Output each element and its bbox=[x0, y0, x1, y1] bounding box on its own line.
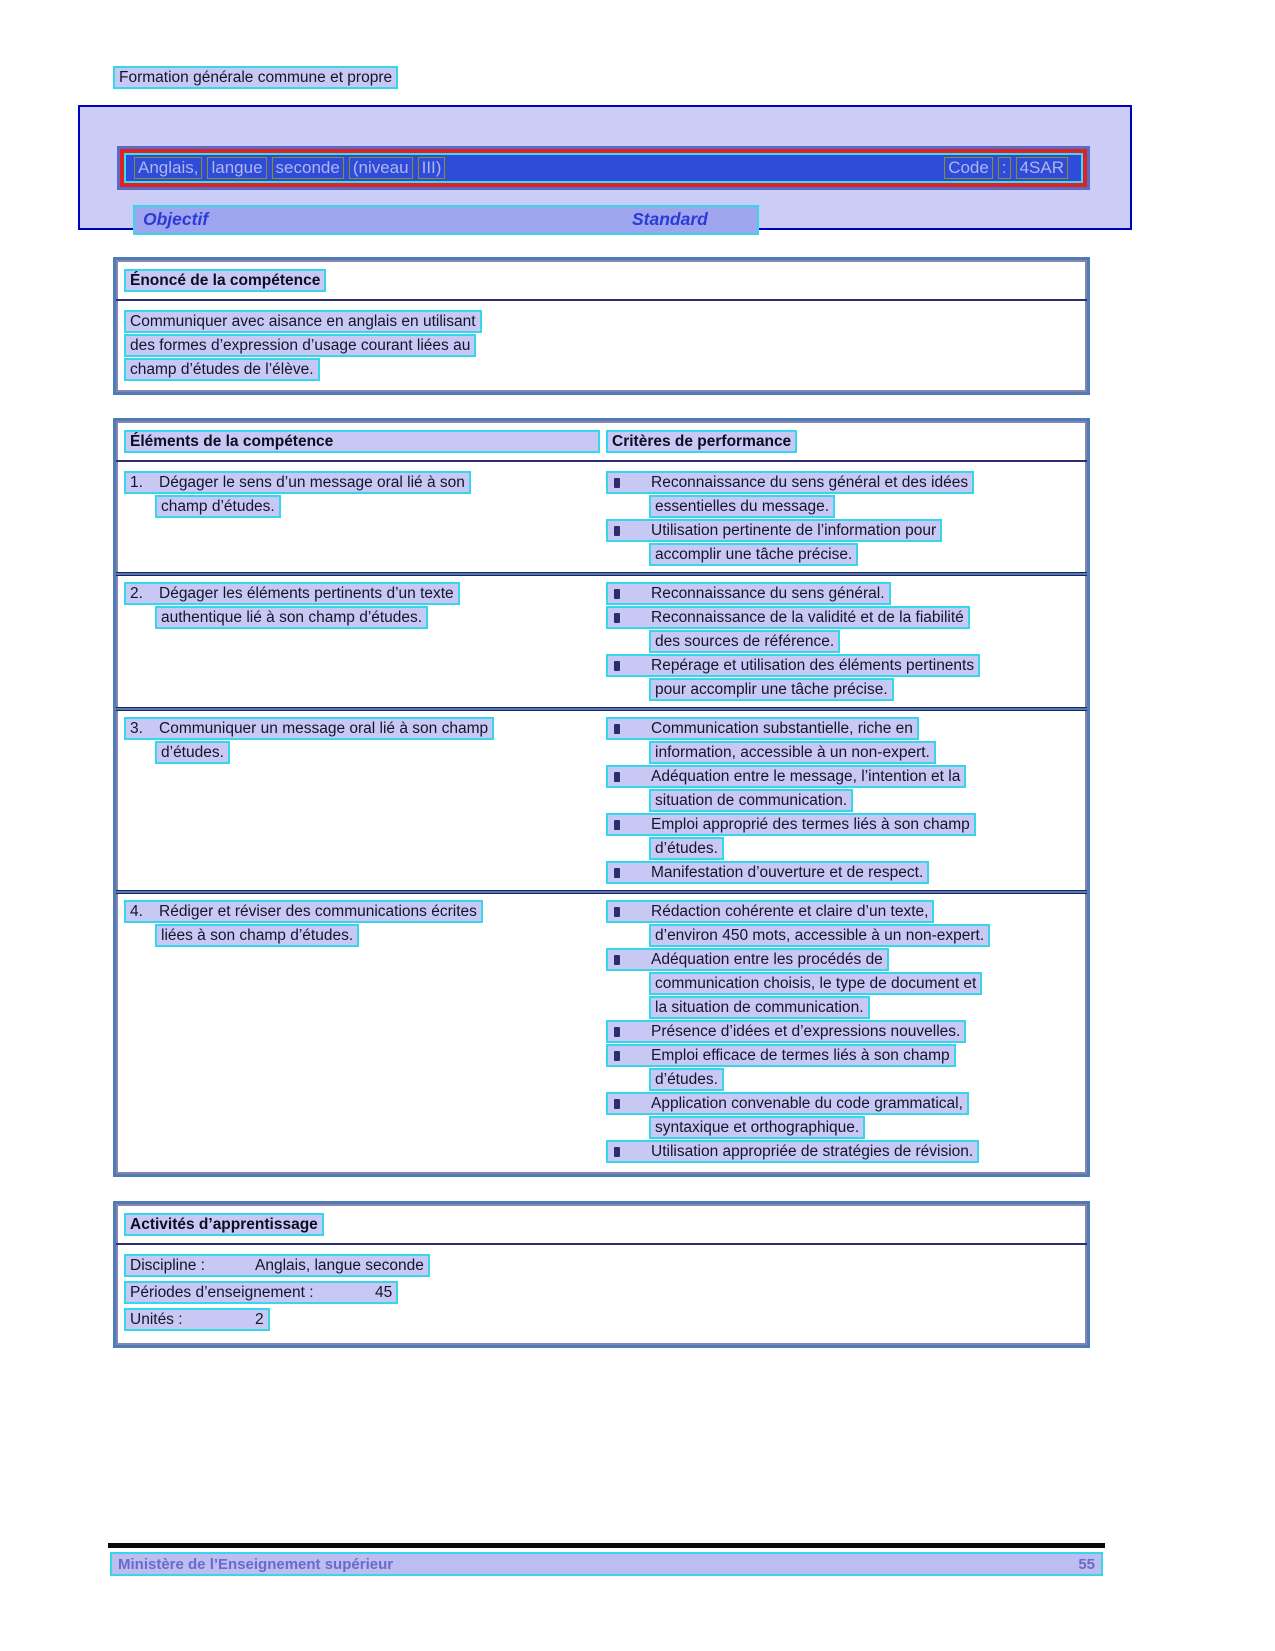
standard-label: Standard bbox=[632, 209, 708, 229]
table-row bbox=[124, 717, 1079, 885]
course-title-inner bbox=[124, 153, 1083, 183]
criterion-text: d’environ 450 mots, accessible à un non-expert. bbox=[649, 924, 990, 947]
course-title-word: III) bbox=[418, 157, 446, 179]
course-code-word: Code bbox=[944, 157, 993, 179]
criterion-text: syntaxique et orthographique. bbox=[649, 1116, 865, 1139]
bullet-icon bbox=[614, 526, 620, 536]
criterion-text: d’études. bbox=[649, 1068, 724, 1091]
table-row bbox=[124, 471, 1079, 567]
elements-header: Éléments de la compétence bbox=[124, 430, 600, 453]
bullet-icon bbox=[614, 478, 620, 488]
criterion: Adéquation entre les procédés de bbox=[606, 948, 889, 971]
criteres-header: Critères de performance bbox=[606, 430, 797, 453]
enonce-section bbox=[113, 257, 1090, 395]
section-divider bbox=[116, 1243, 1087, 1245]
criterion: Reconnaissance du sens général et des idées bbox=[606, 471, 974, 494]
bullet-icon bbox=[614, 1051, 620, 1061]
footer-ministry: Ministère de l’Enseignement supérieur bbox=[118, 1555, 394, 1573]
element-text: d’études. bbox=[155, 741, 230, 764]
bullet-icon bbox=[614, 613, 620, 623]
element-text: 3. Communiquer un message oral lié à son champ bbox=[124, 717, 494, 740]
element-text: 2. Dégager les éléments pertinents d’un texte bbox=[124, 582, 460, 605]
criterion: Emploi efficace de termes liés à son champ bbox=[606, 1044, 956, 1067]
criterion: Emploi approprié des termes liés à son champ bbox=[606, 813, 976, 836]
footer-rule bbox=[108, 1543, 1105, 1548]
criterion-text: accomplir une tâche précise. bbox=[649, 543, 858, 566]
section-divider bbox=[116, 299, 1087, 301]
competence-table bbox=[113, 418, 1090, 1177]
course-code-word: : bbox=[998, 157, 1011, 179]
criterion: Reconnaissance du sens général. bbox=[606, 582, 891, 605]
element-text: liées à son champ d’études. bbox=[155, 924, 359, 947]
footer-bar bbox=[110, 1552, 1103, 1576]
section-divider bbox=[116, 460, 1087, 462]
activites-section bbox=[113, 1201, 1090, 1348]
criteria-cell bbox=[606, 471, 1079, 567]
criteria-cell bbox=[606, 582, 1079, 702]
criterion-text: d’études. bbox=[649, 837, 724, 860]
criterion: Reconnaissance de la validité et de la fiabilité bbox=[606, 606, 970, 629]
element-text: 4. Rédiger et réviser des communications écrites bbox=[124, 900, 483, 923]
enonce-line bbox=[124, 310, 1079, 333]
course-code-word: 4SAR bbox=[1016, 157, 1068, 179]
criterion-text: des sources de référence. bbox=[649, 630, 840, 653]
elements-header-cell bbox=[124, 430, 606, 453]
course-title-red-frame bbox=[120, 149, 1087, 187]
activites-header-row bbox=[124, 1213, 1079, 1236]
bullet-icon bbox=[614, 724, 620, 734]
bullet-icon bbox=[614, 955, 620, 965]
table-header-row bbox=[124, 430, 1079, 453]
enonce-header-row bbox=[124, 269, 1079, 292]
running-header bbox=[113, 66, 398, 89]
element-cell bbox=[124, 900, 606, 1164]
bullet-icon bbox=[614, 1027, 620, 1037]
course-header-box bbox=[78, 105, 1132, 230]
criterion: Communication substantielle, riche en bbox=[606, 717, 919, 740]
criterion: Rédaction cohérente et claire d’un texte, bbox=[606, 900, 934, 923]
criteria-cell bbox=[606, 717, 1079, 885]
criterion: Utilisation appropriée de stratégies de révision. bbox=[606, 1140, 979, 1163]
bullet-icon bbox=[614, 1147, 620, 1157]
objectif-standard-strip bbox=[133, 205, 759, 235]
criterion-text: communication choisis, le type de document et bbox=[649, 972, 982, 995]
element-text: authentique lié à son champ d’études. bbox=[155, 606, 428, 629]
criterion-text: information, accessible à un non-expert. bbox=[649, 741, 936, 764]
criterion: Repérage et utilisation des éléments pertinents bbox=[606, 654, 980, 677]
row-divider bbox=[116, 707, 1087, 711]
table-row bbox=[124, 582, 1079, 702]
bullet-icon bbox=[614, 907, 620, 917]
enonce-text: Communiquer avec aisance en anglais en utilisant bbox=[124, 310, 482, 333]
course-title-word: Anglais, bbox=[134, 157, 202, 179]
enonce-line bbox=[124, 334, 1079, 357]
activites-periodes: Périodes d’enseignement : 45 bbox=[124, 1281, 398, 1304]
criterion: Adéquation entre le message, l’intention et la bbox=[606, 765, 966, 788]
element-cell bbox=[124, 582, 606, 702]
enonce-text: des formes d’expression d’usage courant liées au bbox=[124, 334, 476, 357]
enonce-section-title: Énoncé de la compétence bbox=[124, 269, 326, 292]
bullet-icon bbox=[614, 1099, 620, 1109]
course-title-word: seconde bbox=[272, 157, 344, 179]
table-row bbox=[124, 900, 1079, 1164]
criterion-text: essentielles du message. bbox=[649, 495, 835, 518]
footer-page-number: 55 bbox=[1078, 1555, 1095, 1573]
criterion-text: pour accomplir une tâche précise. bbox=[649, 678, 894, 701]
activites-row bbox=[124, 1254, 1079, 1277]
activites-section-title: Activités d’apprentissage bbox=[124, 1213, 324, 1236]
objectif-label: Objectif bbox=[143, 209, 209, 229]
enonce-line bbox=[124, 358, 1079, 381]
criterion: Présence d’idées et d’expressions nouvelles. bbox=[606, 1020, 966, 1043]
criterion: Manifestation d’ouverture et de respect. bbox=[606, 861, 929, 884]
activites-unites: Unités : 2 bbox=[124, 1308, 270, 1331]
element-cell bbox=[124, 717, 606, 885]
bullet-icon bbox=[614, 868, 620, 878]
row-divider bbox=[116, 572, 1087, 576]
course-title-word: langue bbox=[207, 157, 266, 179]
criterion: Application convenable du code grammatical, bbox=[606, 1092, 969, 1115]
criteria-cell bbox=[606, 900, 1079, 1164]
course-title-bar bbox=[117, 146, 1090, 190]
element-text: champ d’études. bbox=[155, 495, 281, 518]
row-divider bbox=[116, 890, 1087, 894]
bullet-icon bbox=[614, 589, 620, 599]
activites-row bbox=[124, 1281, 1079, 1304]
course-title-word: (niveau bbox=[349, 157, 413, 179]
bullet-icon bbox=[614, 772, 620, 782]
criterion: Utilisation pertinente de l’information pour bbox=[606, 519, 942, 542]
enonce-text: champ d’études de l’élève. bbox=[124, 358, 320, 381]
bullet-icon bbox=[614, 820, 620, 830]
criterion-text: situation de communication. bbox=[649, 789, 853, 812]
activites-row bbox=[124, 1308, 1079, 1331]
running-header-text: Formation générale commune et propre bbox=[113, 66, 398, 89]
element-text: 1. Dégager le sens d’un message oral lié à son bbox=[124, 471, 471, 494]
criterion-text: la situation de communication. bbox=[649, 996, 870, 1019]
bullet-icon bbox=[614, 661, 620, 671]
criteres-header-cell bbox=[606, 430, 1079, 453]
element-cell bbox=[124, 471, 606, 567]
activites-discipline: Discipline : Anglais, langue seconde bbox=[124, 1254, 430, 1277]
